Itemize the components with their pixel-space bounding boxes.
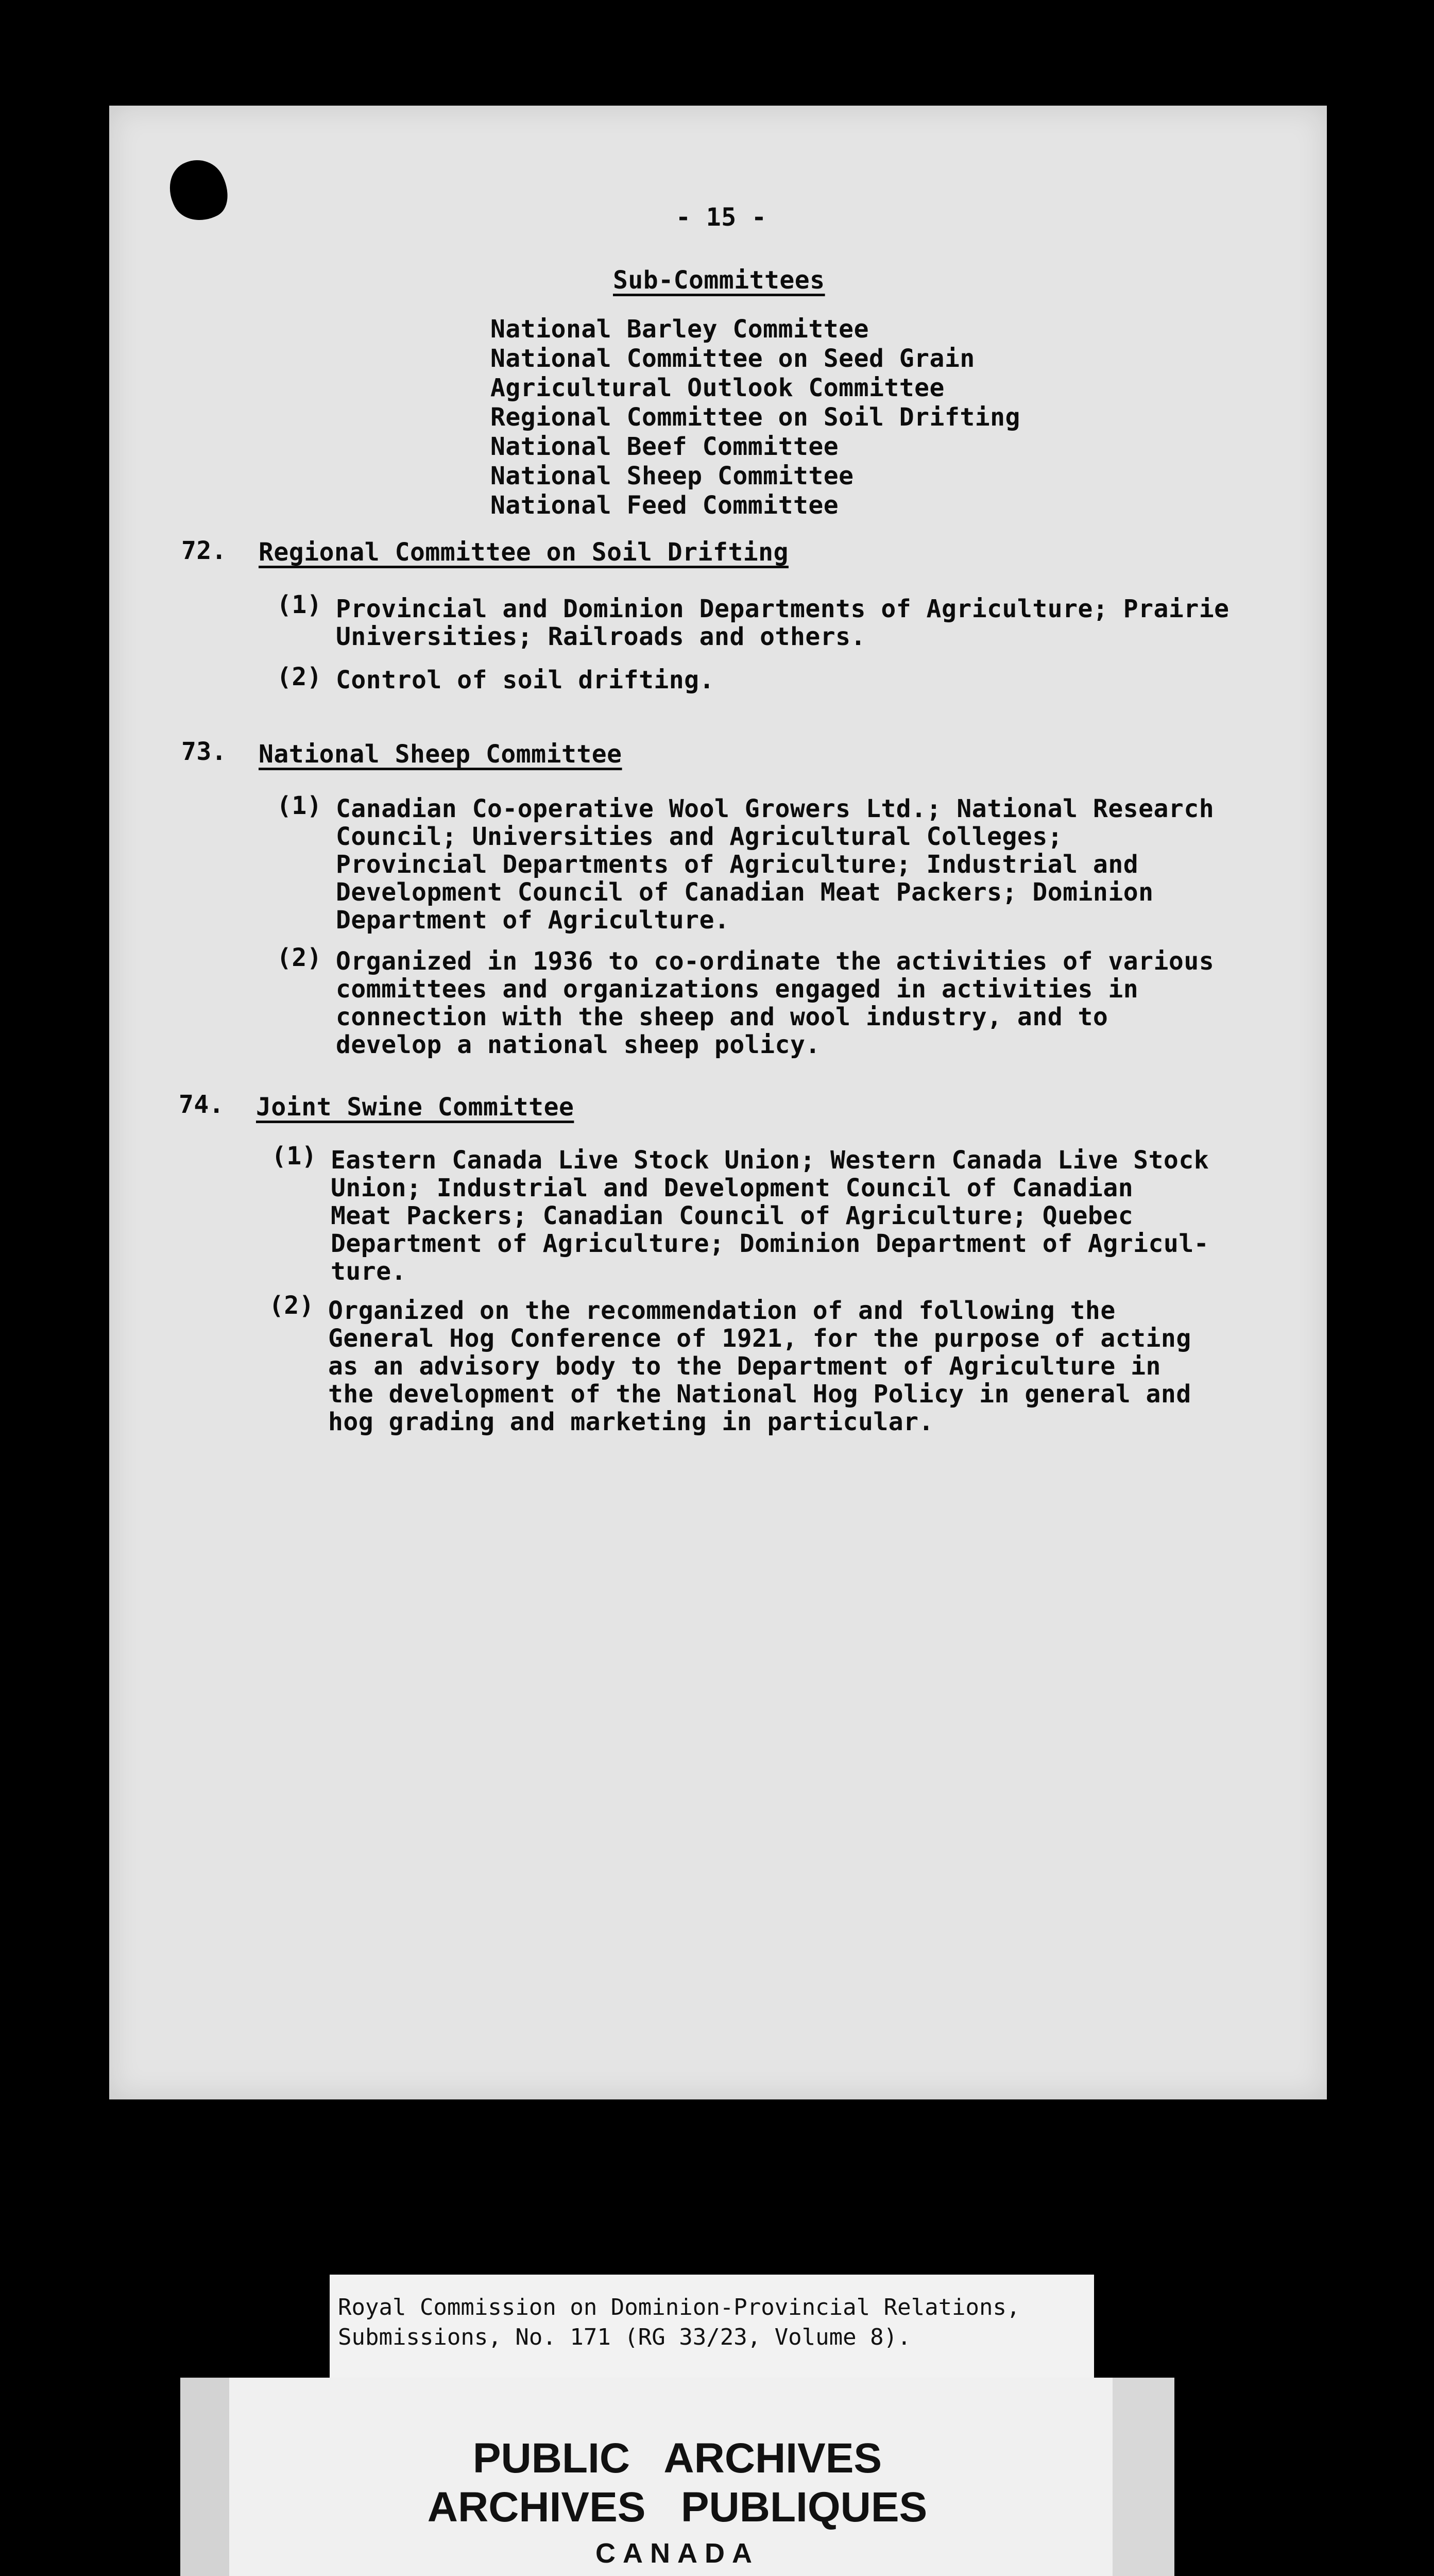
para-line: Organized on the recommendation of and following the <box>328 1296 1116 1325</box>
list-item: National Sheep Committee <box>490 462 854 490</box>
para-line: Provincial and Dominion Departments of Agriculture; Prairie <box>336 595 1230 623</box>
para-line: Control of soil drifting. <box>336 666 714 694</box>
para-number: (1) <box>277 791 322 820</box>
para-line: committees and organizations engaged in activities in <box>336 975 1139 1004</box>
list-item: National Barley Committee <box>490 315 869 344</box>
stamp-line-1: PUBLIC ARCHIVES <box>472 2435 882 2482</box>
entry-title: Joint Swine Committee <box>256 1093 574 1122</box>
entry-number: 73. <box>181 737 227 766</box>
para-line: develop a national sheep policy. <box>336 1030 821 1059</box>
list-item: Regional Committee on Soil Drifting <box>490 403 1020 432</box>
archives-stamp <box>180 2378 1174 2576</box>
list-item: Agricultural Outlook Committee <box>490 374 945 402</box>
list-item: National Beef Committee <box>490 432 839 461</box>
para-line: ture. <box>331 1257 406 1286</box>
para-line: Universities; Railroads and others. <box>336 622 866 651</box>
para-line: Provincial Departments of Agriculture; Industrial and <box>336 850 1139 879</box>
para-number: (2) <box>277 663 322 691</box>
para-line: Department of Agriculture. <box>336 906 730 935</box>
para-number: (2) <box>269 1291 315 1320</box>
subcommittees-heading: Sub-Committees <box>613 266 825 295</box>
para-line: General Hog Conference of 1921, for the purpose of acting <box>328 1324 1191 1353</box>
para-line: the development of the National Hog Policy in general and <box>328 1380 1191 1409</box>
stamp-line-3: CANADA <box>595 2538 759 2569</box>
para-line: hog grading and marketing in particular. <box>328 1408 934 1436</box>
para-number: (2) <box>277 943 322 972</box>
para-line: Organized in 1936 to co-ordinate the activities of various <box>336 947 1215 976</box>
document-page <box>109 106 1327 2099</box>
para-line: Eastern Canada Live Stock Union; Western Canada Live Stock <box>331 1146 1209 1175</box>
citation-label <box>330 2275 1094 2378</box>
citation-line-2: Submissions, No. 171 (RG 33/23, Volume 8). <box>338 2324 911 2350</box>
para-line: Canadian Co-operative Wool Growers Ltd.; National Research <box>336 794 1215 823</box>
para-line: Meat Packers; Canadian Council of Agriculture; Quebec <box>331 1201 1134 1230</box>
entry-title: Regional Committee on Soil Drifting <box>259 538 789 567</box>
para-line: Union; Industrial and Development Council of Canadian <box>331 1174 1134 1202</box>
citation-line-1: Royal Commission on Dominion-Provincial Relations, <box>338 2294 1020 2320</box>
para-line: as an advisory body to the Department of Agriculture in <box>328 1352 1161 1381</box>
stamp-line-2: ARCHIVES PUBLIQUES <box>427 2484 928 2531</box>
entry-title: National Sheep Committee <box>259 740 622 769</box>
page-number: - 15 - <box>676 203 767 232</box>
para-line: Department of Agriculture; Dominion Department of Agricul- <box>331 1229 1209 1258</box>
list-item: National Feed Committee <box>490 491 839 520</box>
list-item: National Committee on Seed Grain <box>490 344 975 373</box>
para-number: (1) <box>277 590 322 619</box>
para-line: Development Council of Canadian Meat Packers; Dominion <box>336 878 1154 907</box>
entry-number: 74. <box>179 1090 225 1119</box>
entry-number: 72. <box>181 536 227 565</box>
para-number: (1) <box>271 1142 317 1171</box>
para-line: Council; Universities and Agricultural Colleges; <box>336 822 1063 851</box>
ink-blot-mark <box>159 150 237 231</box>
para-line: connection with the sheep and wool industry, and to <box>336 1003 1108 1031</box>
